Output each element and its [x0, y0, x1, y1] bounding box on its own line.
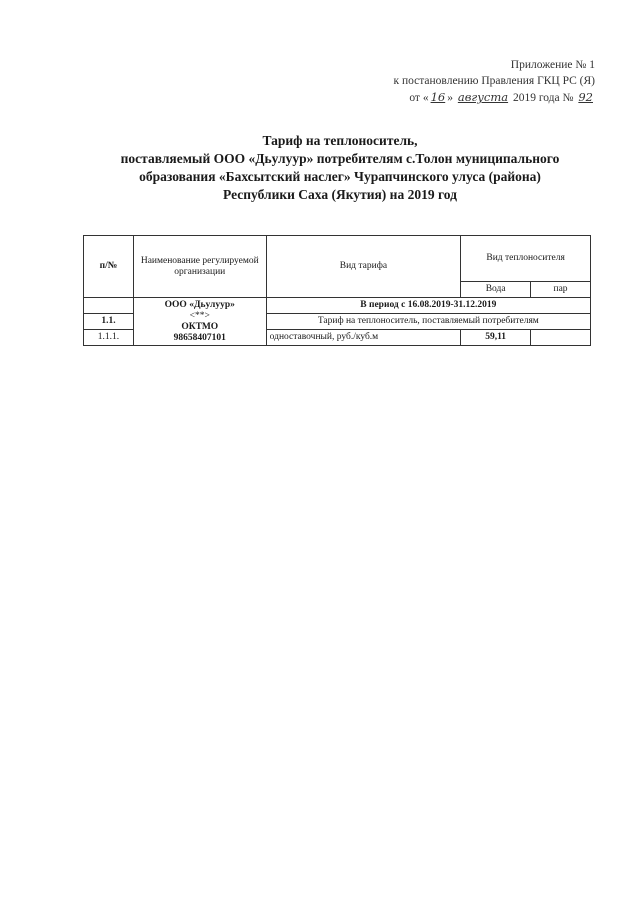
org-name: ООО «Дьулуур»	[164, 299, 235, 310]
header-tariff-type: Вид тарифа	[266, 236, 461, 298]
title-line-1: Тариф на теплоноситель,	[262, 133, 418, 148]
header-water: Вода	[461, 282, 531, 298]
decree-number: 92	[578, 90, 593, 104]
date-year: 2019 года №	[512, 92, 574, 104]
appendix-line-2: к постановлению Правления ГКЦ РС (Я)	[393, 75, 595, 87]
date-month: августа	[457, 90, 509, 104]
header-steam: пар	[531, 282, 591, 298]
header-org: Наименование регулируемой организации	[133, 236, 266, 298]
row-1-num: 1.1.	[84, 314, 134, 330]
date-mid: »	[447, 92, 453, 104]
tariff-table	[83, 235, 591, 346]
row-2-num: 1.1.1.	[84, 330, 134, 346]
title-line-3: образования «Бахсытский наслег» Чурапчинского улуса (района)	[139, 169, 541, 184]
appendix-block	[394, 57, 596, 106]
title-line-4: Республики Саха (Якутия) на 2019 год	[223, 187, 457, 202]
org-note: <**>	[189, 310, 210, 321]
period-row: В период с 16.08.2019-31.12.2019	[266, 298, 590, 314]
row-2-steam-value	[531, 330, 591, 346]
row-1-text: Тариф на теплоноситель, поставляемый потребителям	[266, 314, 590, 330]
date-day: 16	[430, 90, 446, 104]
row-2-water-value: 59,11	[461, 330, 531, 346]
oktmo-value: 98658407101	[173, 332, 226, 343]
header-carrier: Вид теплоносителя	[461, 236, 591, 282]
document-title	[80, 132, 600, 204]
date-prefix: от «	[409, 92, 429, 104]
appendix-line-1: Приложение № 1	[510, 59, 595, 71]
appendix-date-line	[394, 89, 596, 106]
header-num: п/№	[84, 236, 134, 298]
period-num-cell	[84, 298, 134, 314]
title-line-2: поставляемый ООО «Дьулуур» потребителям с.Толон муниципального	[120, 151, 560, 166]
row-2-text: одноставочный, руб./куб.м	[266, 330, 461, 346]
oktmo-label: ОКТМО	[181, 321, 219, 332]
org-cell	[133, 298, 266, 346]
